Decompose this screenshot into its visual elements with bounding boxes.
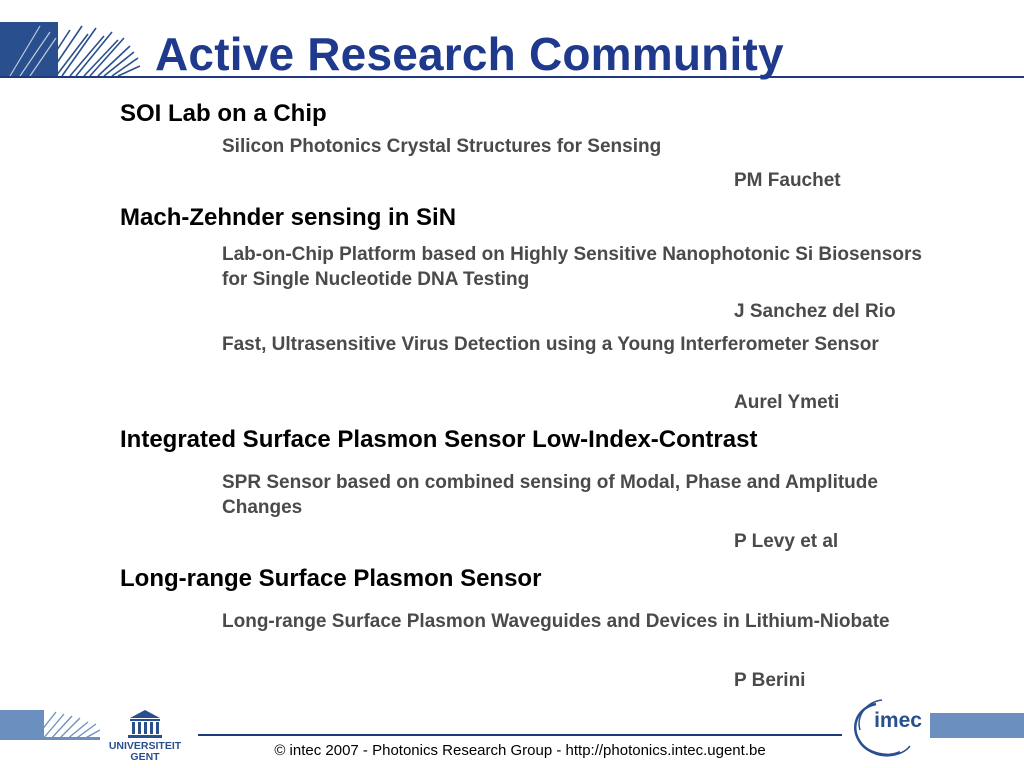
imec-logo bbox=[848, 696, 930, 760]
entry-author: J Sanchez del Rio bbox=[734, 301, 896, 322]
entry-author: Aurel Ymeti bbox=[734, 392, 840, 413]
section-heading-mach-zehnder: Mach-Zehnder sensing in SiN bbox=[120, 204, 457, 231]
section-heading-soi-lab: SOI Lab on a Chip bbox=[120, 100, 327, 127]
imec-logo-text: imec bbox=[874, 709, 922, 732]
footer-rule bbox=[198, 734, 842, 736]
entry-title: Fast, Ultrasensitive Virus Detection using a Young Interferometer Sensor bbox=[222, 334, 879, 355]
ugent-logo-text-line1: UNIVERSITEIT bbox=[108, 740, 182, 752]
footer-decoration bbox=[0, 710, 100, 740]
ugent-logo-text-line2: GENT bbox=[130, 751, 160, 763]
entry-author: P Berini bbox=[734, 670, 806, 691]
section-heading-long-range: Long-range Surface Plasmon Sensor bbox=[120, 565, 542, 592]
footer-accent-left bbox=[0, 737, 100, 740]
ugent-logo bbox=[106, 708, 184, 764]
section-heading-surface-plasmon: Integrated Surface Plasmon Sensor Low-Index-Contrast bbox=[120, 426, 758, 453]
entry-author: P Levy et al bbox=[734, 531, 839, 552]
entry-author: PM Fauchet bbox=[734, 170, 841, 191]
header-decoration bbox=[0, 22, 140, 78]
slide-title: Active Research Community bbox=[155, 28, 784, 80]
entry-title: Lab-on-Chip Platform based on Highly Sensitive Nanophotonic Si Biosensors for Single Nucleotide DNA Testing bbox=[222, 244, 922, 290]
footer-copyright: © intec 2007 - Photonics Research Group - http://photonics.intec.ugent.be bbox=[274, 742, 766, 759]
entry-title: Long-range Surface Plasmon Waveguides and Devices in Lithium-Niobate bbox=[222, 611, 890, 632]
footer-accent-right bbox=[930, 713, 1024, 738]
entry-title: Silicon Photonics Crystal Structures for Sensing bbox=[222, 136, 662, 157]
entry-title: SPR Sensor based on combined sensing of Modal, Phase and Amplitude Changes bbox=[222, 472, 878, 518]
